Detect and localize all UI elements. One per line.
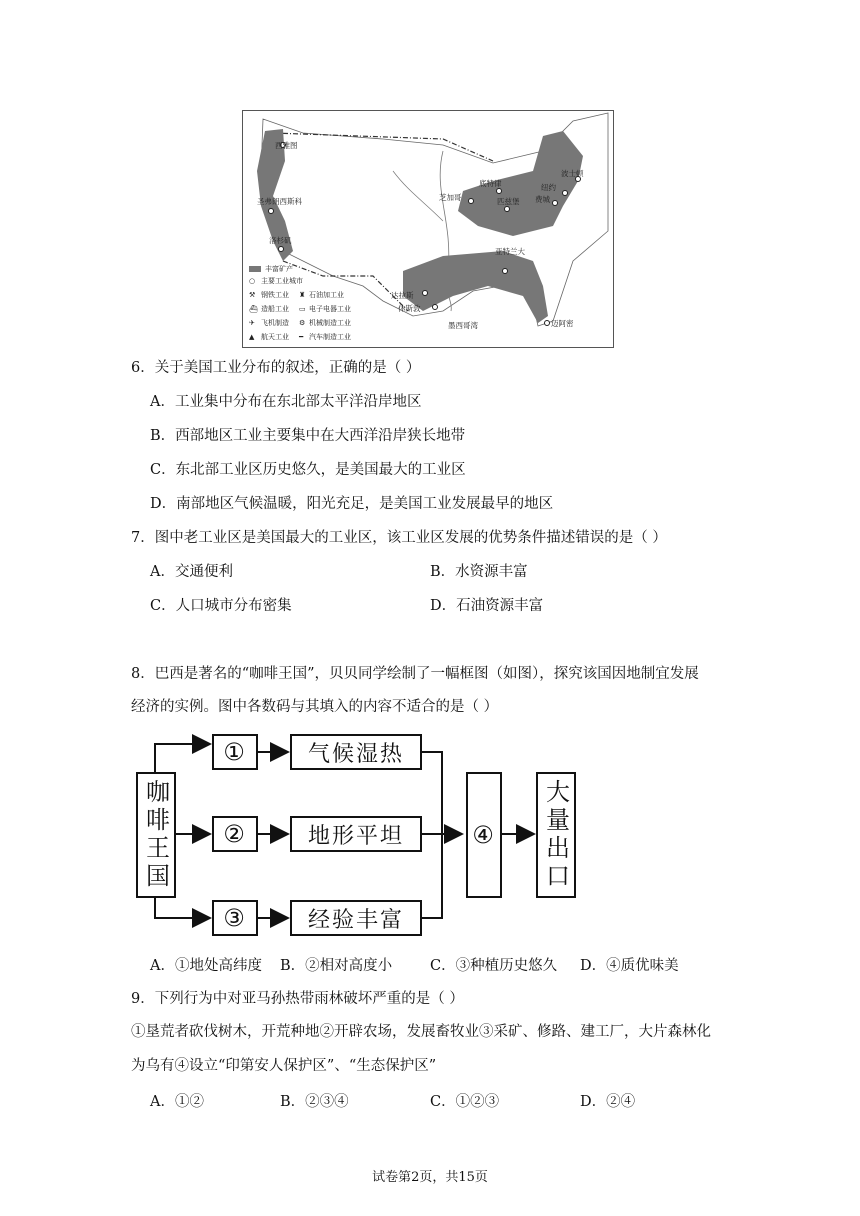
question-6-stem: 6．关于美国工业分布的叙述，正确的是（ ） — [131, 360, 421, 376]
legend-label: 飞机制造 — [261, 319, 289, 327]
q8-option-c: C．③种植历史悠久 — [430, 958, 558, 974]
flow-diagram — [130, 730, 600, 945]
blank-3-box: ③ — [212, 900, 258, 936]
q9-option-d: D．②④ — [580, 1094, 636, 1110]
blank-4-box: ④ — [466, 772, 502, 898]
q6-option-a: A．工业集中分布在东北部太平洋沿岸地区 — [150, 394, 422, 410]
city-label: 墨西哥湾 — [448, 321, 478, 330]
legend-label: 汽车制造工业 — [309, 333, 351, 341]
legend-symbol: ♜ — [299, 291, 306, 299]
mass-export-box: 大量出口 — [536, 772, 576, 898]
q7-option-b: B．水资源丰富 — [430, 564, 528, 580]
legend-symbol: ▭ — [299, 305, 306, 313]
legend-swatch — [249, 266, 261, 272]
q7-option-a: A．交通便利 — [150, 564, 233, 580]
legend-label: 丰富矿产 — [265, 265, 293, 273]
q8-option-a: A．①地处高纬度 — [150, 958, 262, 974]
q6-option-c: C．东北部工业区历史悠久，是美国最大的工业区 — [150, 462, 466, 478]
canada-border — [273, 133, 493, 161]
city-label: 西雅图 — [275, 141, 298, 150]
q8-option-d: D．④质优味美 — [580, 958, 679, 974]
coffee-kingdom-box: 咖啡王国 — [136, 772, 176, 898]
legend-label: 电子电器工业 — [309, 305, 351, 313]
legend-label: 造船工业 — [261, 305, 289, 313]
q9-option-b: B．②③④ — [280, 1094, 349, 1110]
blank-2-box: ② — [212, 816, 258, 852]
question-9-statements-line1: ①垦荒者砍伐树木，开荒种地②开辟农场，发展畜牧业③采矿、修路、建工厂，大片森林化 — [131, 1024, 711, 1040]
legend-label: 石油加工业 — [309, 291, 344, 299]
legend-label: 钢铁工业 — [261, 291, 289, 299]
q6-option-b: B．西部地区工业主要集中在大西洋沿岸狭长地带 — [150, 428, 466, 444]
question-8-stem-line1: 8．巴西是著名的“咖啡王国”，贝贝同学绘制了一幅框图（如图），探究该国因地制宜发展 — [131, 666, 699, 682]
q9-option-a: A．①② — [150, 1094, 204, 1110]
q7-option-d: D．石油资源丰富 — [430, 598, 544, 614]
city-label: 纽约 — [541, 183, 556, 192]
city-label: 匹兹堡 — [497, 197, 520, 206]
question-8-stem-line2: 经济的实例。图中各数码与其填入的内容不适合的是（ ） — [131, 699, 499, 715]
legend-symbol: ▲ — [249, 333, 255, 341]
city-label: 迈阿密 — [551, 319, 574, 328]
factor-terrain-box: 地形平坦 — [290, 816, 422, 852]
question-7-stem: 7．图中老工业区是美国最大的工业区，该工业区发展的优势条件描述错误的是（ ） — [131, 530, 667, 546]
river — [393, 171, 443, 221]
mineral-region-south — [403, 251, 548, 323]
city-label: 休斯敦 — [398, 304, 421, 313]
question-9-stem: 9．下列行为中对亚马孙热带雨林破坏严重的是（ ） — [131, 991, 464, 1007]
usa-industry-map — [242, 110, 614, 348]
q7-option-c: C．人口城市分布密集 — [150, 598, 292, 614]
city-label: 费城 — [535, 195, 550, 204]
city-label: 亚特兰大 — [495, 247, 525, 256]
legend-label: 主要工业城市 — [261, 277, 303, 285]
city-label: 芝加哥 — [439, 193, 462, 202]
legend-symbol: ⚒ — [249, 291, 256, 299]
city-label: 圣弗朗西斯科 — [257, 197, 302, 206]
city-label: 达拉斯 — [391, 291, 414, 300]
legend-symbol: ⛴ — [249, 305, 258, 313]
question-9-statements-line2: 为乌有④设立“印第安人保护区”、“生态保护区” — [131, 1058, 437, 1074]
blank-1-box: ① — [212, 734, 258, 770]
mexico-border — [283, 261, 408, 311]
q9-option-c: C．①②③ — [430, 1094, 500, 1110]
legend-symbol: ━ — [299, 333, 304, 341]
city-label: 底特律 — [479, 179, 502, 188]
legend-label: 航天工业 — [261, 333, 289, 341]
city-label: 波士顿 — [561, 169, 584, 178]
legend-label: 机械制造工业 — [309, 319, 351, 327]
legend-symbol: ⚙ — [299, 319, 306, 327]
factor-climate-box: 气候湿热 — [290, 734, 422, 770]
city-label: 洛杉矶 — [269, 236, 292, 245]
page-footer: 试卷第2页，共15页 — [372, 1170, 488, 1185]
q8-option-b: B．②相对高度小 — [280, 958, 393, 974]
q6-option-d: D．南部地区气候温暖，阳光充足，是美国工业发展最早的地区 — [150, 496, 554, 512]
legend-symbol: ○ — [249, 277, 256, 285]
mineral-region-northeast — [458, 131, 583, 236]
factor-experience-box: 经验丰富 — [290, 900, 422, 936]
legend-symbol: ✈ — [249, 319, 255, 327]
